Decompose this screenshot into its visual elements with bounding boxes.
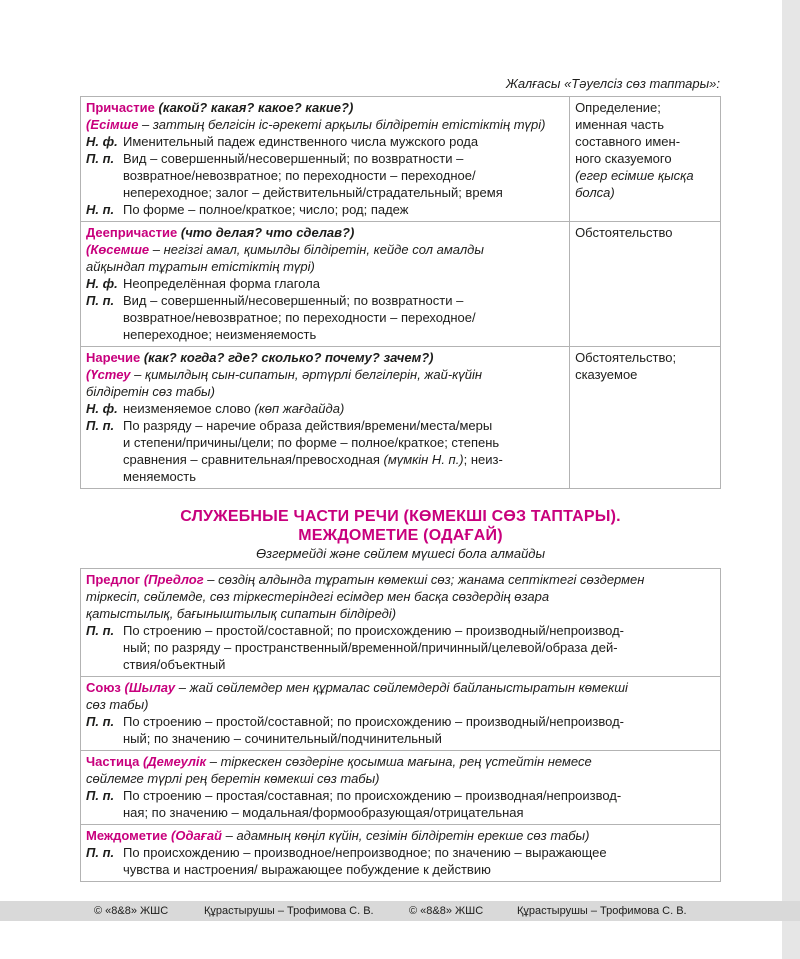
preposition-title: Предлог (86, 572, 141, 587)
participle-role: Определение; именная часть составного имен- ного сказуемого (егер есімше қысқа болса) (570, 97, 721, 222)
table-row (81, 569, 721, 677)
table-row (81, 347, 721, 489)
participle-cell: Причастие (какой? какая? какое? какие?) (Есімше – заттың белгісін іс-әрекеті арқылы білдіретін етістіктің түрі) Н. ф. Именительный падеж единственного числа мужского рода П. п. Вид – совершенный/несовершенный; по возвратности – возвратное/невозвратное; по переходности – переходное/ непереходное; залог – действительный/страдательный; время Н. п. По форме – полное/краткое; число; род; падеж (81, 97, 570, 222)
section-subheading: Өзгермейді және сөйлем мүшесі бола алмайды (255, 546, 546, 561)
table-row (81, 97, 721, 222)
preposition-cell: Предлог (Предлог – сөздің алдында тұратын көмекші сөз; жанама септіктегі сөздермен тіркесіп, сөйлемде, сөз тіркестеріндегі есімдер мен басқа сөздердің өзара қатыстылық, бағыныштылық сипатын білдіреді) П. п. По строению – простой/составной; по происхождению – производный/непроизвод- ный; по разряду – пространственный/временной/причинный/целевой/образа дей- ствия/объектный (81, 569, 721, 677)
continuation-note: Жалғасы «Тәуелсіз сөз таптары»: (505, 76, 720, 91)
adverb-title: Наречие (86, 350, 141, 365)
gerund-cell: Деепричастие (что делая? что сделав?) (Көсемше – негізгі амал, қимылды білдіретін, кейде сол амалды айқындап тұратын етістіктің түрі) Н. ф. Неопределённая форма глагола П. п. Вид – совершенный/несовершенный; по возвратности – возвратное/невозвратное; по переходности – переходное/ непереходное; неизменяемость (81, 222, 570, 347)
participle-kz-term: Есімше (90, 117, 139, 132)
adverb-cell: Наречие (как? когда? где? сколько? почему? зачем?) (Үстеу – қимылдың сын-сипатын, әртүрлі белгілерін, жай-күйін білдіретін сөз табы) Н. ф. неизменяемое слово (көп жағдайда) П. п. По разряду – наречие образа действия/времени/места/меры и степени/причины/цели; по форме – полное/краткое; степень сравнения – сравнительная/превосходная (мүмкін Н. п.); неиз- меняемость (81, 347, 570, 489)
footer-author: Құрастырушы – Трофимова С. В. (517, 905, 687, 917)
page-edge-strip (782, 0, 800, 959)
table-row (81, 825, 721, 882)
footer-copyright: © «8&8» ЖШС (409, 905, 484, 917)
function-words-table (80, 568, 721, 882)
adverb-role: Обстоятельство; сказуемое (570, 347, 721, 489)
particle-cell: Частица (Демеулік – тіркескен сөздеріне қосымша мағына, рең үстейтін немесе сөйлемге түрлі рең беретін көмекші сөз табы) П. п. По строению – простая/составная; по происхождению – производная/непроизвод- ная; по значению – модальная/формообразующая/отрицательная (81, 751, 721, 825)
particle-kz-term: Демеулік (147, 754, 207, 769)
section-heading-line1: СЛУЖЕБНЫЕ ЧАСТИ РЕЧИ (КӨМЕКШІ СӨЗ ТАПТАРЫ). (180, 508, 621, 525)
adverb-kz-term: Үстеу (90, 367, 131, 382)
table-row (81, 222, 721, 347)
interjection-cell: Междометие (Одағай – адамның көңіл күйін, сезімін білдіретін ерекше сөз табы) П. п. По происхождению – производное/непроизводное; по значению – выражающее чувства и настроения/ выражающее побуждение к действию (81, 825, 721, 882)
participle-title: Причастие (86, 100, 155, 115)
preposition-kz-term: Предлог (148, 572, 204, 587)
conjunction-cell: Союз (Шылау – жай сөйлемдер мен құрмалас сөйлемдерді байланыстыратын көмекші сөз табы) П. п. По строению – простой/составной; по происхождению – производный/непроизвод- ный; по значению – сочинительный/подчинительный (81, 677, 721, 751)
page-footer (0, 901, 800, 921)
table-row (81, 677, 721, 751)
footer-copyright: © «8&8» ЖШС (94, 905, 169, 917)
conjunction-title: Союз (86, 680, 121, 695)
particle-title: Частица (86, 754, 140, 769)
conjunction-kz-term: Шылау (128, 680, 176, 695)
gerund-kz-term: Көсемше (90, 242, 150, 257)
footer-author: Құрастырушы – Трофимова С. В. (204, 905, 374, 917)
gerund-title: Деепричастие (86, 225, 178, 240)
interjection-title: Междометие (86, 828, 168, 843)
section-heading-line2: МЕЖДОМЕТИЕ (ОДАҒАЙ) (298, 527, 503, 544)
table-row (81, 751, 721, 825)
interjection-kz-term: Одағай (175, 828, 222, 843)
gerund-role: Обстоятельство (570, 222, 721, 347)
independent-parts-table (80, 96, 721, 489)
